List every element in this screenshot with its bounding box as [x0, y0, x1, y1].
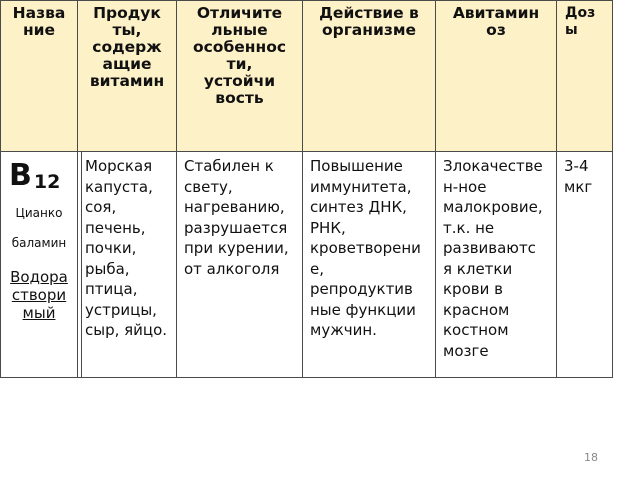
header-features: [177, 0, 303, 152]
cell-vitamin: [0, 152, 78, 378]
header-products: [78, 0, 177, 152]
vitamin-title: [9, 160, 75, 198]
deficiency-text: Злокачестве н-ное малокровие, т.к. не развиваютс я клетки крови в красном костном мозге: [443, 157, 543, 360]
header-features-text: Отличите льные особеннос ти, устойчи вость: [192, 4, 287, 107]
vitamin-number: 12: [33, 171, 61, 193]
dose-text: 3-4 мкг: [564, 157, 593, 196]
slide-number: 18: [584, 451, 598, 464]
action-text: Повышение иммунитета, синтез ДНК, РНК, кроветворени е, репродуктив ные функции мужчин.: [310, 157, 421, 339]
features-text: Стабилен к свету, нагреванию, разрушается при курении, от алкоголя: [184, 157, 289, 278]
header-deficiency-text: Авитамин оз: [452, 4, 540, 39]
cell-products: [78, 152, 177, 378]
header-deficiency: [436, 0, 557, 152]
cell-dose: [557, 152, 613, 378]
cell-action: [303, 152, 436, 378]
header-action: [303, 0, 436, 152]
header-name: [0, 0, 78, 152]
products-text: Морская капуста, соя, печень, почки, рыба, птица, устрицы, сыр, яйцо.: [85, 157, 168, 339]
header-name-text: Назва ние: [12, 4, 66, 39]
vitamin-solubility: Водора створи мый: [10, 268, 68, 322]
header-dose: [557, 0, 613, 152]
header-action-text: Действие в организме: [319, 4, 419, 39]
header-products-text: Продук ты, содерж ащие витамин: [89, 4, 165, 90]
vitamin-name: Цианко баламин: [11, 206, 67, 250]
cell-deficiency: [436, 152, 557, 378]
vitamin-letter: В: [9, 158, 32, 193]
cell-features: [177, 152, 303, 378]
header-dose-text: Доз ы: [565, 5, 596, 38]
